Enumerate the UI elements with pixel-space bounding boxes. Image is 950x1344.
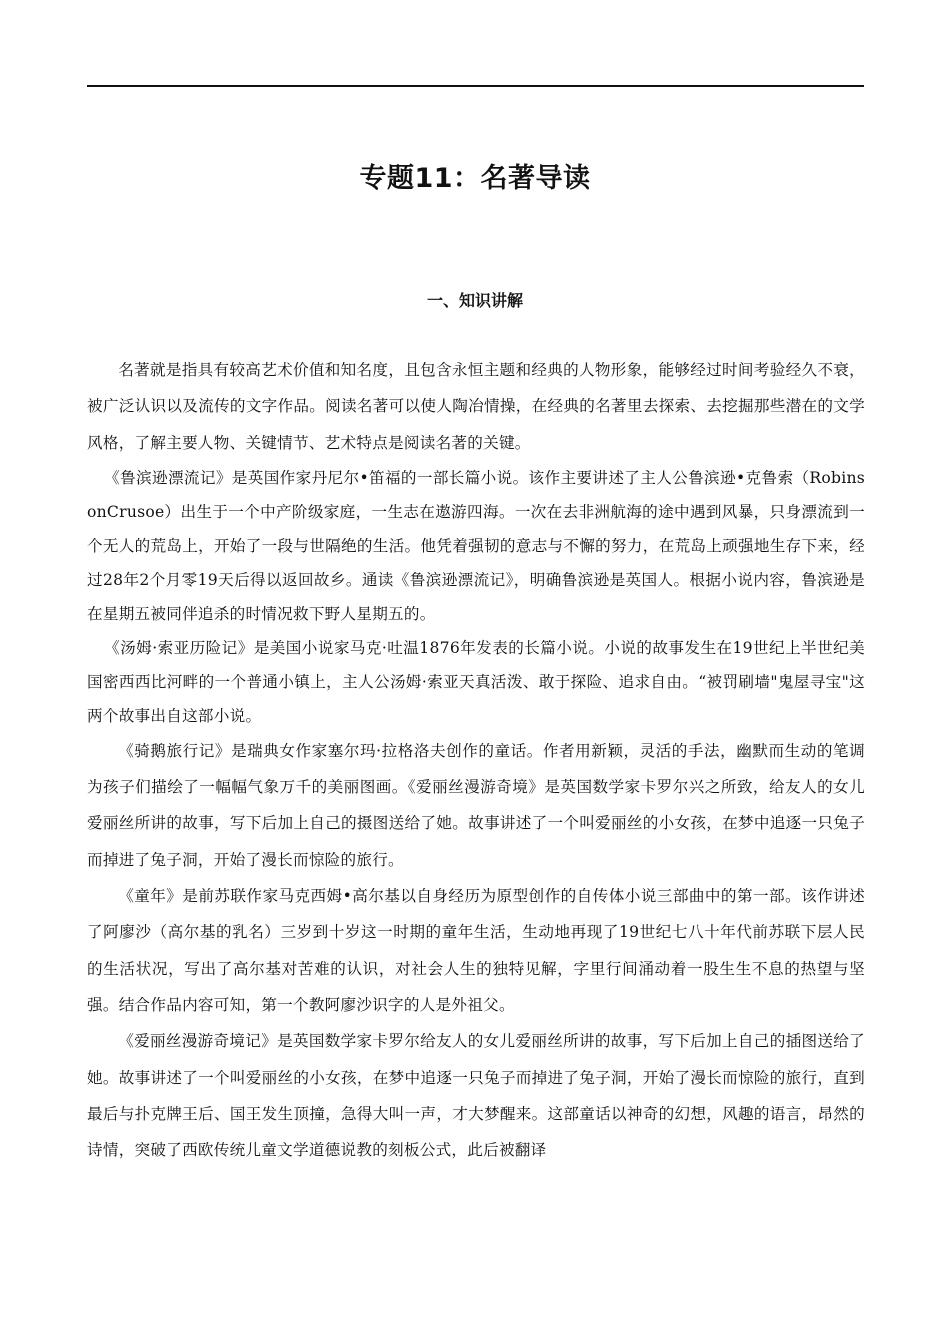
section-heading: 一、知识讲解 bbox=[426, 291, 523, 310]
document-body bbox=[87, 352, 865, 1168]
page-title: 专题11：名著导读 bbox=[359, 163, 591, 194]
paragraph-nils-holgersson: 《骑鹅旅行记》是瑞典女作家塞尔玛·拉格洛夫创作的童话。作者用新颖，灵活的手法，幽默而生动的笔调为孩子们描绘了一幅幅气象万千的美丽图画。《爱丽丝漫游奇境》是英国数学家卡罗尔兴之所致，给友人的女儿爱丽丝所讲的故事，写下后加上自己的摄图送给了她。故事讲述了一个叫爱丽丝的小女孩，在梦中追逐一只兔子而掉进了兔子洞，开始了漫长而惊险的旅行。 bbox=[87, 741, 865, 869]
paragraph-childhood: 《童年》是前苏联作家马克西姆•高尔基以自身经历为原型创作的自传体小说三部曲中的第一部。该作讲述了阿廖沙（高尔基的乳名）三岁到十岁这一时期的童年生活，生动地再现了19世纪七八十年代前苏联下层人民的生活状况，写出了高尔基对苦难的认识，对社会人生的独特见解，字里行间涌动着一股生生不息的热望与坚强。结合作品内容可知，第一个教阿廖沙识字的人是外祖父。 bbox=[87, 887, 865, 1014]
paragraph-intro: 名著就是指具有较高艺术价值和知名度，且包含永恒主题和经典的人物形象，能够经过时间考验经久不衰，被广泛认识以及流传的文字作品。阅读名著可以使人陶冶情操，在经典的名著里去探索、去挖掘那些潜在的文学风格，了解主要人物、关键情节、艺术特点是阅读名著的关键。 bbox=[87, 361, 865, 452]
header-rule bbox=[87, 85, 864, 87]
paragraph-alice: 《爱丽丝漫游奇境记》是英国数学家卡罗尔给友人的女儿爱丽丝所讲的故事，写下后加上自己的插图送给了她。故事讲述了一个叫爱丽丝的小女孩，在梦中追逐一只兔子而掉进了兔子洞，开始了漫长而惊险的旅行，直到最后与扑克牌王后、国王发生顶撞，急得大叫一声，才大梦醒来。这部童话以神奇的幻想，风趣的语言，昂然的诗情，突破了西欧传统儿童文学道德说教的刻板公式，此后被翻译 bbox=[87, 1032, 865, 1160]
paragraph-tom-sawyer: 《汤姆·索亚历险记》是美国小说家马克·吐温1876年发表的长篇小说。小说的故事发生在19世纪上半世纪美国密西西比河畔的一个普通小镇上，主人公汤姆·索亚天真活泼、敢于探险、追求自由。“被罚刷墙"鬼屋寻宝"这两个故事出自这部小说。 bbox=[87, 638, 865, 725]
paragraph-robinson-crusoe: 《鲁滨逊漂流记》是英国作家丹尼尔•笛福的一部长篇小说。该作主要讲述了主人公鲁滨逊•克鲁索（RobinsonCrusoe）出生于一个中产阶级家庭，一生志在遨游四海。一次在去非洲航海的途中遇到风暴，只身漂流到一个无人的荒岛上，开始了一段与世隔绝的生活。他凭着强韧的意志与不懈的努力，在荒岛上顽强地生存下来，经过28年2个月零19天后得以返回故乡。通读《鲁滨逊漂流记》，明确鲁滨逊是英国人。根据小说内容，鲁滨逊是在星期五被同伴追杀的时情况救下野人星期五的。 bbox=[87, 468, 865, 623]
